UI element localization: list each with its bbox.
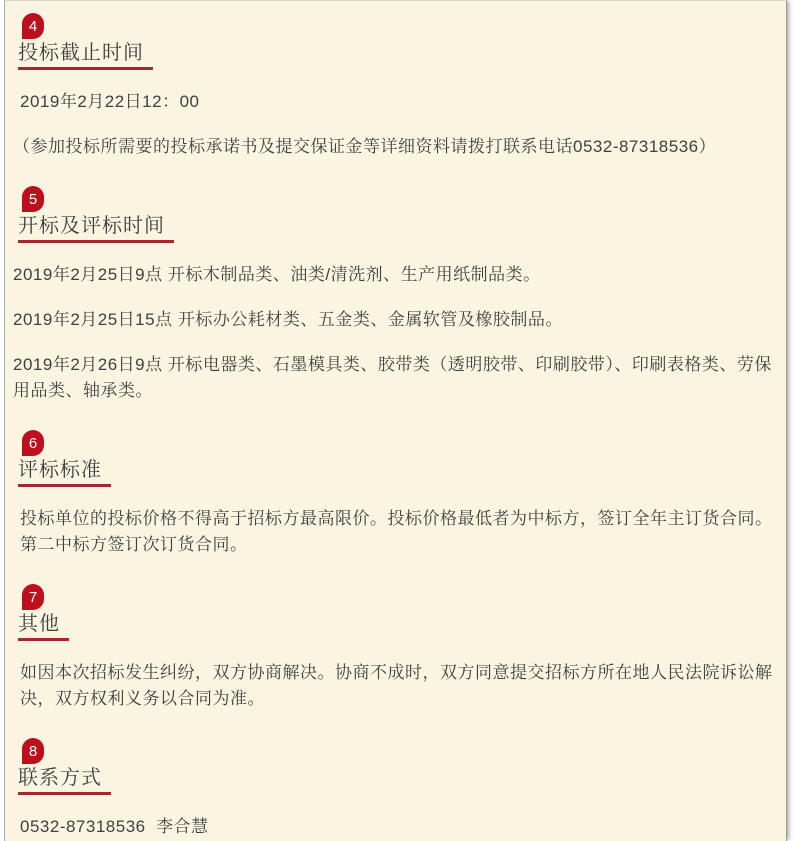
section-title: 其他 — [18, 612, 69, 641]
section-number-badge: 4 — [22, 13, 44, 39]
paragraph-criteria: 投标单位的投标价格不得高于招标方最高限价。投标价格最低者为中标方，签订全年主订货合同。第二中标方签订次订货合同。 — [20, 509, 773, 554]
section-evaluation-criteria — [13, 430, 774, 558]
section-number-badge: 7 — [22, 584, 44, 610]
section-number-badge: 6 — [22, 430, 44, 456]
badge-row — [13, 738, 774, 766]
paragraph-dispute: 如因本次招标发生纠纷，双方协商解决。协商不成时，双方同意提交招标方所在地人民法院诉讼解决，双方权利义务以合同为准。 — [20, 663, 773, 708]
badge-row — [13, 430, 774, 458]
section-bid-deadline — [13, 13, 774, 160]
notice-sheet — [4, 0, 787, 841]
paragraph-opening-2: 2019年2月25日15点 开标办公耗材类、五金类、金属软管及橡胶制品。 — [13, 310, 563, 329]
section-contact — [13, 738, 774, 840]
badge-row — [13, 186, 774, 214]
section-title: 联系方式 — [18, 766, 111, 795]
section-title: 评标标准 — [18, 458, 111, 487]
section-other — [13, 584, 774, 712]
paragraph-deadline-note: （参加投标所需要的投标承诺书及提交保证金等详细资料请拨打联系电话0532-87318536） — [13, 137, 717, 156]
section-number-badge: 5 — [22, 186, 44, 212]
paragraph-opening-3: 2019年2月26日9点 开标电器类、石墨模具类、胶带类（透明胶带、印刷胶带）、印刷表格类、劳保用品类、轴承类。 — [13, 355, 772, 400]
section-bid-opening-time — [13, 186, 774, 404]
paragraph-deadline-datetime: 2019年2月22日12：00 — [20, 92, 200, 111]
section-number-badge: 8 — [22, 738, 44, 764]
paragraph-contact-phone: 0532-87318536 李合慧 — [20, 817, 209, 836]
section-title: 投标截止时间 — [18, 41, 153, 70]
section-title: 开标及评标时间 — [18, 214, 174, 243]
paragraph-opening-1: 2019年2月25日9点 开标木制品类、油类/清洗剂、生产用纸制品类。 — [13, 265, 541, 284]
badge-row — [13, 584, 774, 612]
badge-row — [13, 13, 774, 41]
